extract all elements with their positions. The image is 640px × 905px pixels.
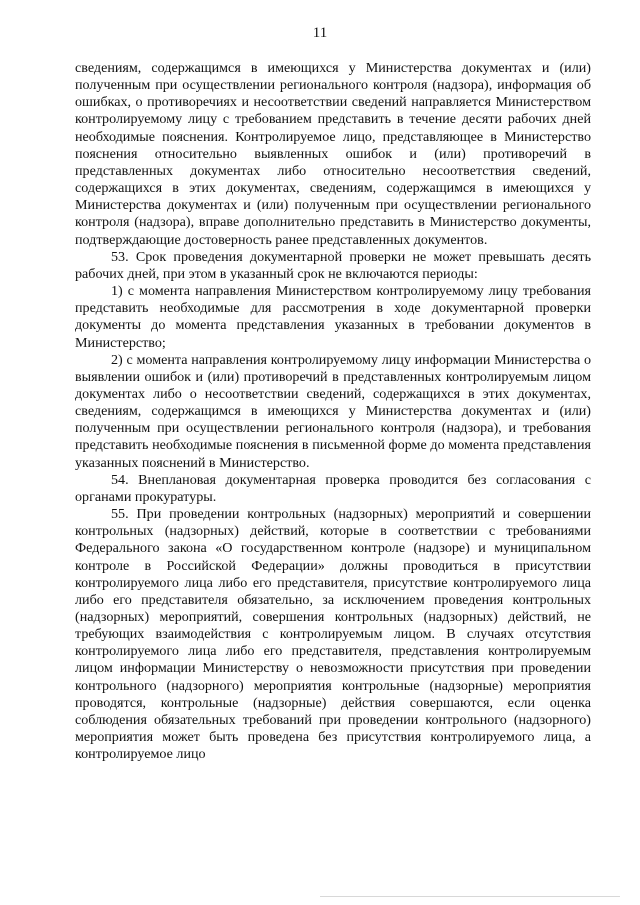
- scan-edge-line: [320, 896, 620, 897]
- page-number: 11: [312, 25, 328, 41]
- paragraph-53: 53. Срок проведения документарной проверки не может превышать десять рабочих дней, при этом в указанный срок не включаются периоды:: [75, 248, 591, 282]
- paragraph-53-item-1: 1) с момента направления Министерством контролируемому лицу требования представить необходимые для рассмотрения в ходе документарной проверки документы до момента представления указанных в требовании документов в Министерство;: [75, 283, 591, 351]
- paragraph-55: 55. При проведении контрольных (надзорных) мероприятий и совершении контрольных (надзорных) действий, которые в соответствии с требованиями Федерального закона «О государственном контроле (надзоре) и муниципальном контроле в Российской Федерации» должны проводиться в присутствии контролируемого лица либо его представителя, присутствие контролируемого лица либо его представителя обязательно, за исключением проведения контрольных (надзорных) мероприятий, совершения контрольных (надзорных) действий, не требующих взаимодействия с контролируемым лицом. В случаях отсутствия контролируемого лица либо его представителя, представления контролируемым лицом информации Министерству о невозможности присутствия при проведении контрольного (надзорного) мероприятия контрольные (надзорные) мероприятия проводятся, контрольные (надзорные) действия совершаются, если оценка соблюдения обязательных требований при проведении контрольного (надзорного) мероприятия может быть проведена без присутствия контролируемого лица, а контролируемое лицо: [75, 506, 591, 763]
- paragraph-continuation: сведениям, содержащимся в имеющихся у Министерства документах и (или) полученным при осуществлении регионального контроля (надзора), информация об ошибках, о противоречиях и несоответствии сведений направляется Министерством контролируемому лицу с требованием представить в течение десяти рабочих дней необходимые пояснения. Контролируемое лицо, представляющее в Министерство пояснения относительно выявленных ошибок и (или) противоречий в представленных документах либо относительно несоответствия сведений, содержащихся в этих документах, сведениям, содержащимся в имеющихся у Министерства документах и (или) полученным при осуществлении регионального контроля (надзора), вправе дополнительно представить в Министерство документы, подтверждающие достоверность ранее представленных документов.: [75, 60, 591, 248]
- paragraph-53-item-2: 2) с момента направления контролируемому лицу информации Министерства о выявлении ошибок и (или) противоречий в представленных контролируемым лицом документах либо о несоответствии сведений, содержащихся в этих документах, сведениям, содержащимся в имеющихся у Министерства документах и (или) полученным при осуществлении регионального контроля (надзора), и требования представить необходимые пояснения в письменной форме до момента представления указанных пояснений в Министерство.: [75, 351, 591, 471]
- paragraph-54: 54. Внеплановая документарная проверка проводится без согласования с органами прокуратуры.: [75, 471, 591, 505]
- document-body: [75, 60, 591, 763]
